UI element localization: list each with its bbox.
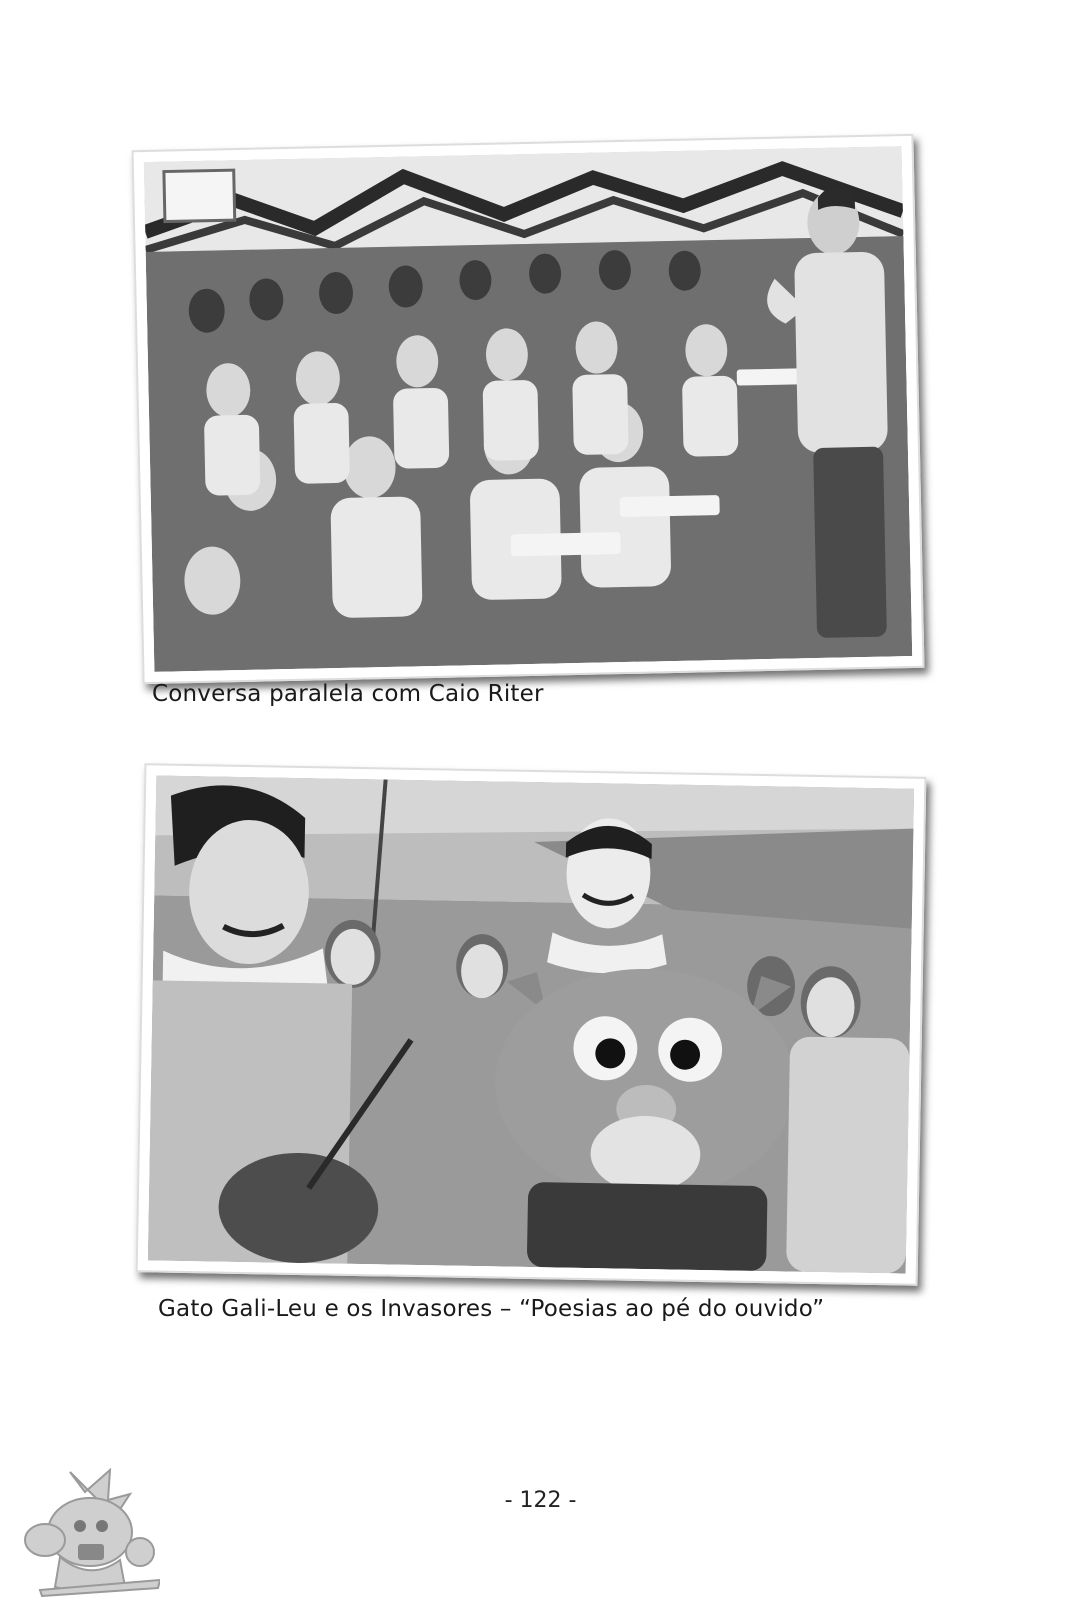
costumed-performers-photo-icon xyxy=(148,775,914,1273)
page-number: - 122 - xyxy=(504,1488,577,1513)
performers-photo xyxy=(148,775,914,1273)
photo-caption-performers: Gato Gali-Leu e os Invasores – “Poesias ao pé do ouvido” xyxy=(158,1296,825,1322)
photo-frame-classroom xyxy=(131,134,924,684)
photo-caption-classroom: Conversa paralela com Caio Riter xyxy=(152,681,544,707)
photo-frame-performers xyxy=(136,763,927,1286)
classroom-photo-icon xyxy=(144,146,913,672)
classroom-photo xyxy=(144,146,913,672)
cartoon-cat-mascot-icon xyxy=(10,1462,160,1597)
